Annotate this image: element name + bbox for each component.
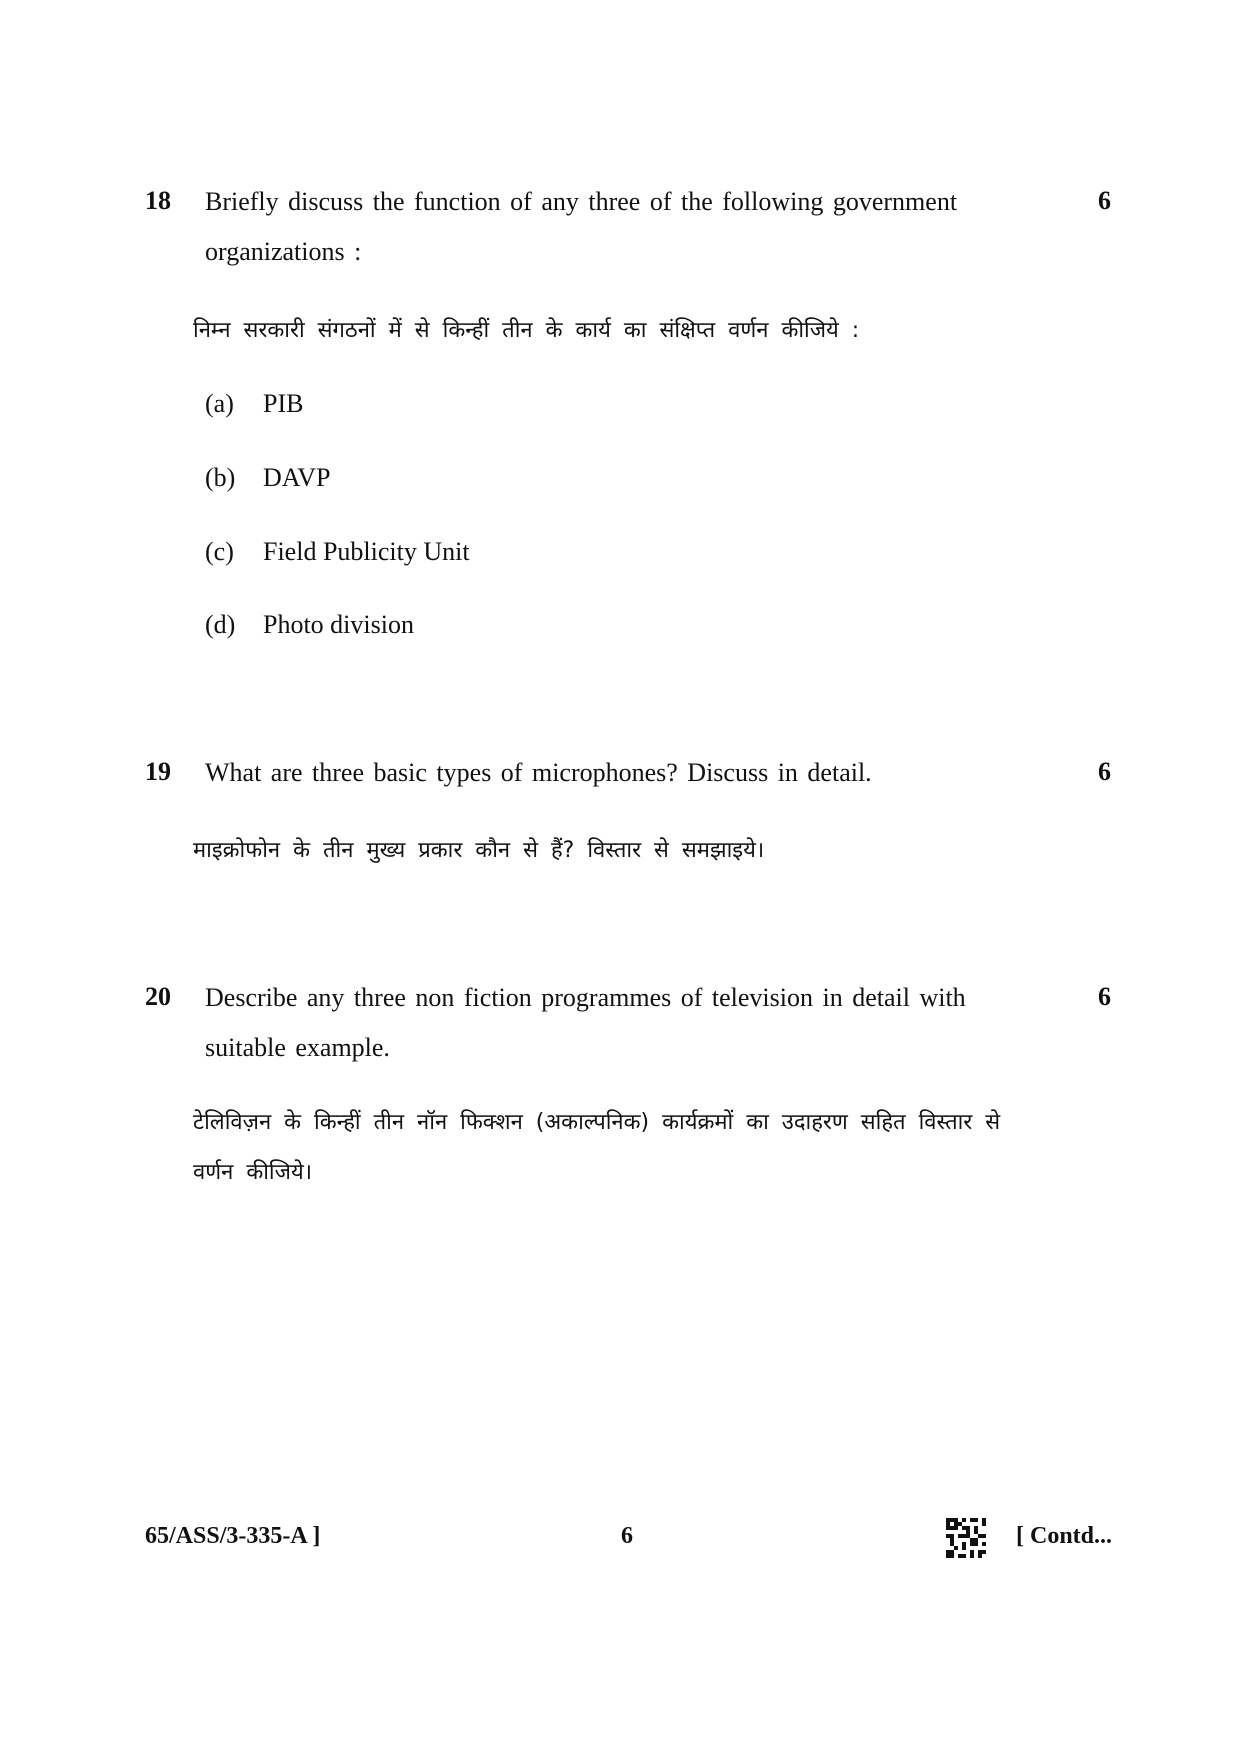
question-text-english [205, 748, 1005, 798]
page-number: 6 [621, 1523, 633, 1549]
question-text-english [205, 177, 1005, 277]
question-text-line: वर्णन कीजिये। [193, 1160, 313, 1185]
paper-code: 65/ASS/3-335-A ] [145, 1523, 321, 1549]
option-text: PIB [263, 389, 304, 418]
question-marks: 6 [1098, 757, 1111, 786]
question-text-line: टेलिविज़न के किन्हीं तीन नॉन फिक्शन (अकाल्पनिक) कार्यक्रमों का उदाहरण सहित विस्तार से [193, 1110, 1001, 1135]
option-label: (a) [205, 389, 234, 418]
option-a [205, 389, 303, 419]
option-c [205, 537, 470, 567]
question-text-line: Describe any three non fiction programmes of television in detail with [205, 983, 966, 1012]
option-b [205, 463, 330, 493]
option-text: Field Publicity Unit [263, 537, 470, 566]
question-text-hindi: निम्न सरकारी संगठनों में से किन्हीं तीन के कार्य का संक्षिप्त वर्णन कीजिये : [193, 318, 860, 343]
option-text: Photo division [263, 610, 414, 639]
question-text-line: suitable example. [205, 1033, 390, 1062]
question-number: 18 [145, 186, 171, 215]
question-text-english [205, 973, 1005, 1073]
option-label: (d) [205, 610, 236, 639]
option-d [205, 610, 414, 640]
question-number: 20 [145, 982, 171, 1011]
option-label: (b) [205, 463, 236, 492]
question-number: 19 [145, 757, 171, 786]
option-label: (c) [205, 537, 234, 566]
question-text-line: Briefly discuss the function of any three of the following government [205, 187, 958, 216]
continued-label: [ Contd... [1016, 1523, 1113, 1549]
question-marks: 6 [1098, 982, 1111, 1011]
question-text-line: What are three basic types of microphones? Discuss in detail. [205, 758, 872, 787]
question-marks: 6 [1098, 186, 1111, 215]
question-text-hindi: माइक्रोफोन के तीन मुख्य प्रकार कौन से हैं? विस्तार से समझाइये। [193, 838, 765, 863]
qr-code-icon [946, 1518, 986, 1558]
question-text-line: organizations : [205, 237, 362, 266]
option-text: DAVP [263, 463, 331, 492]
question-text-hindi [193, 1098, 1043, 1198]
